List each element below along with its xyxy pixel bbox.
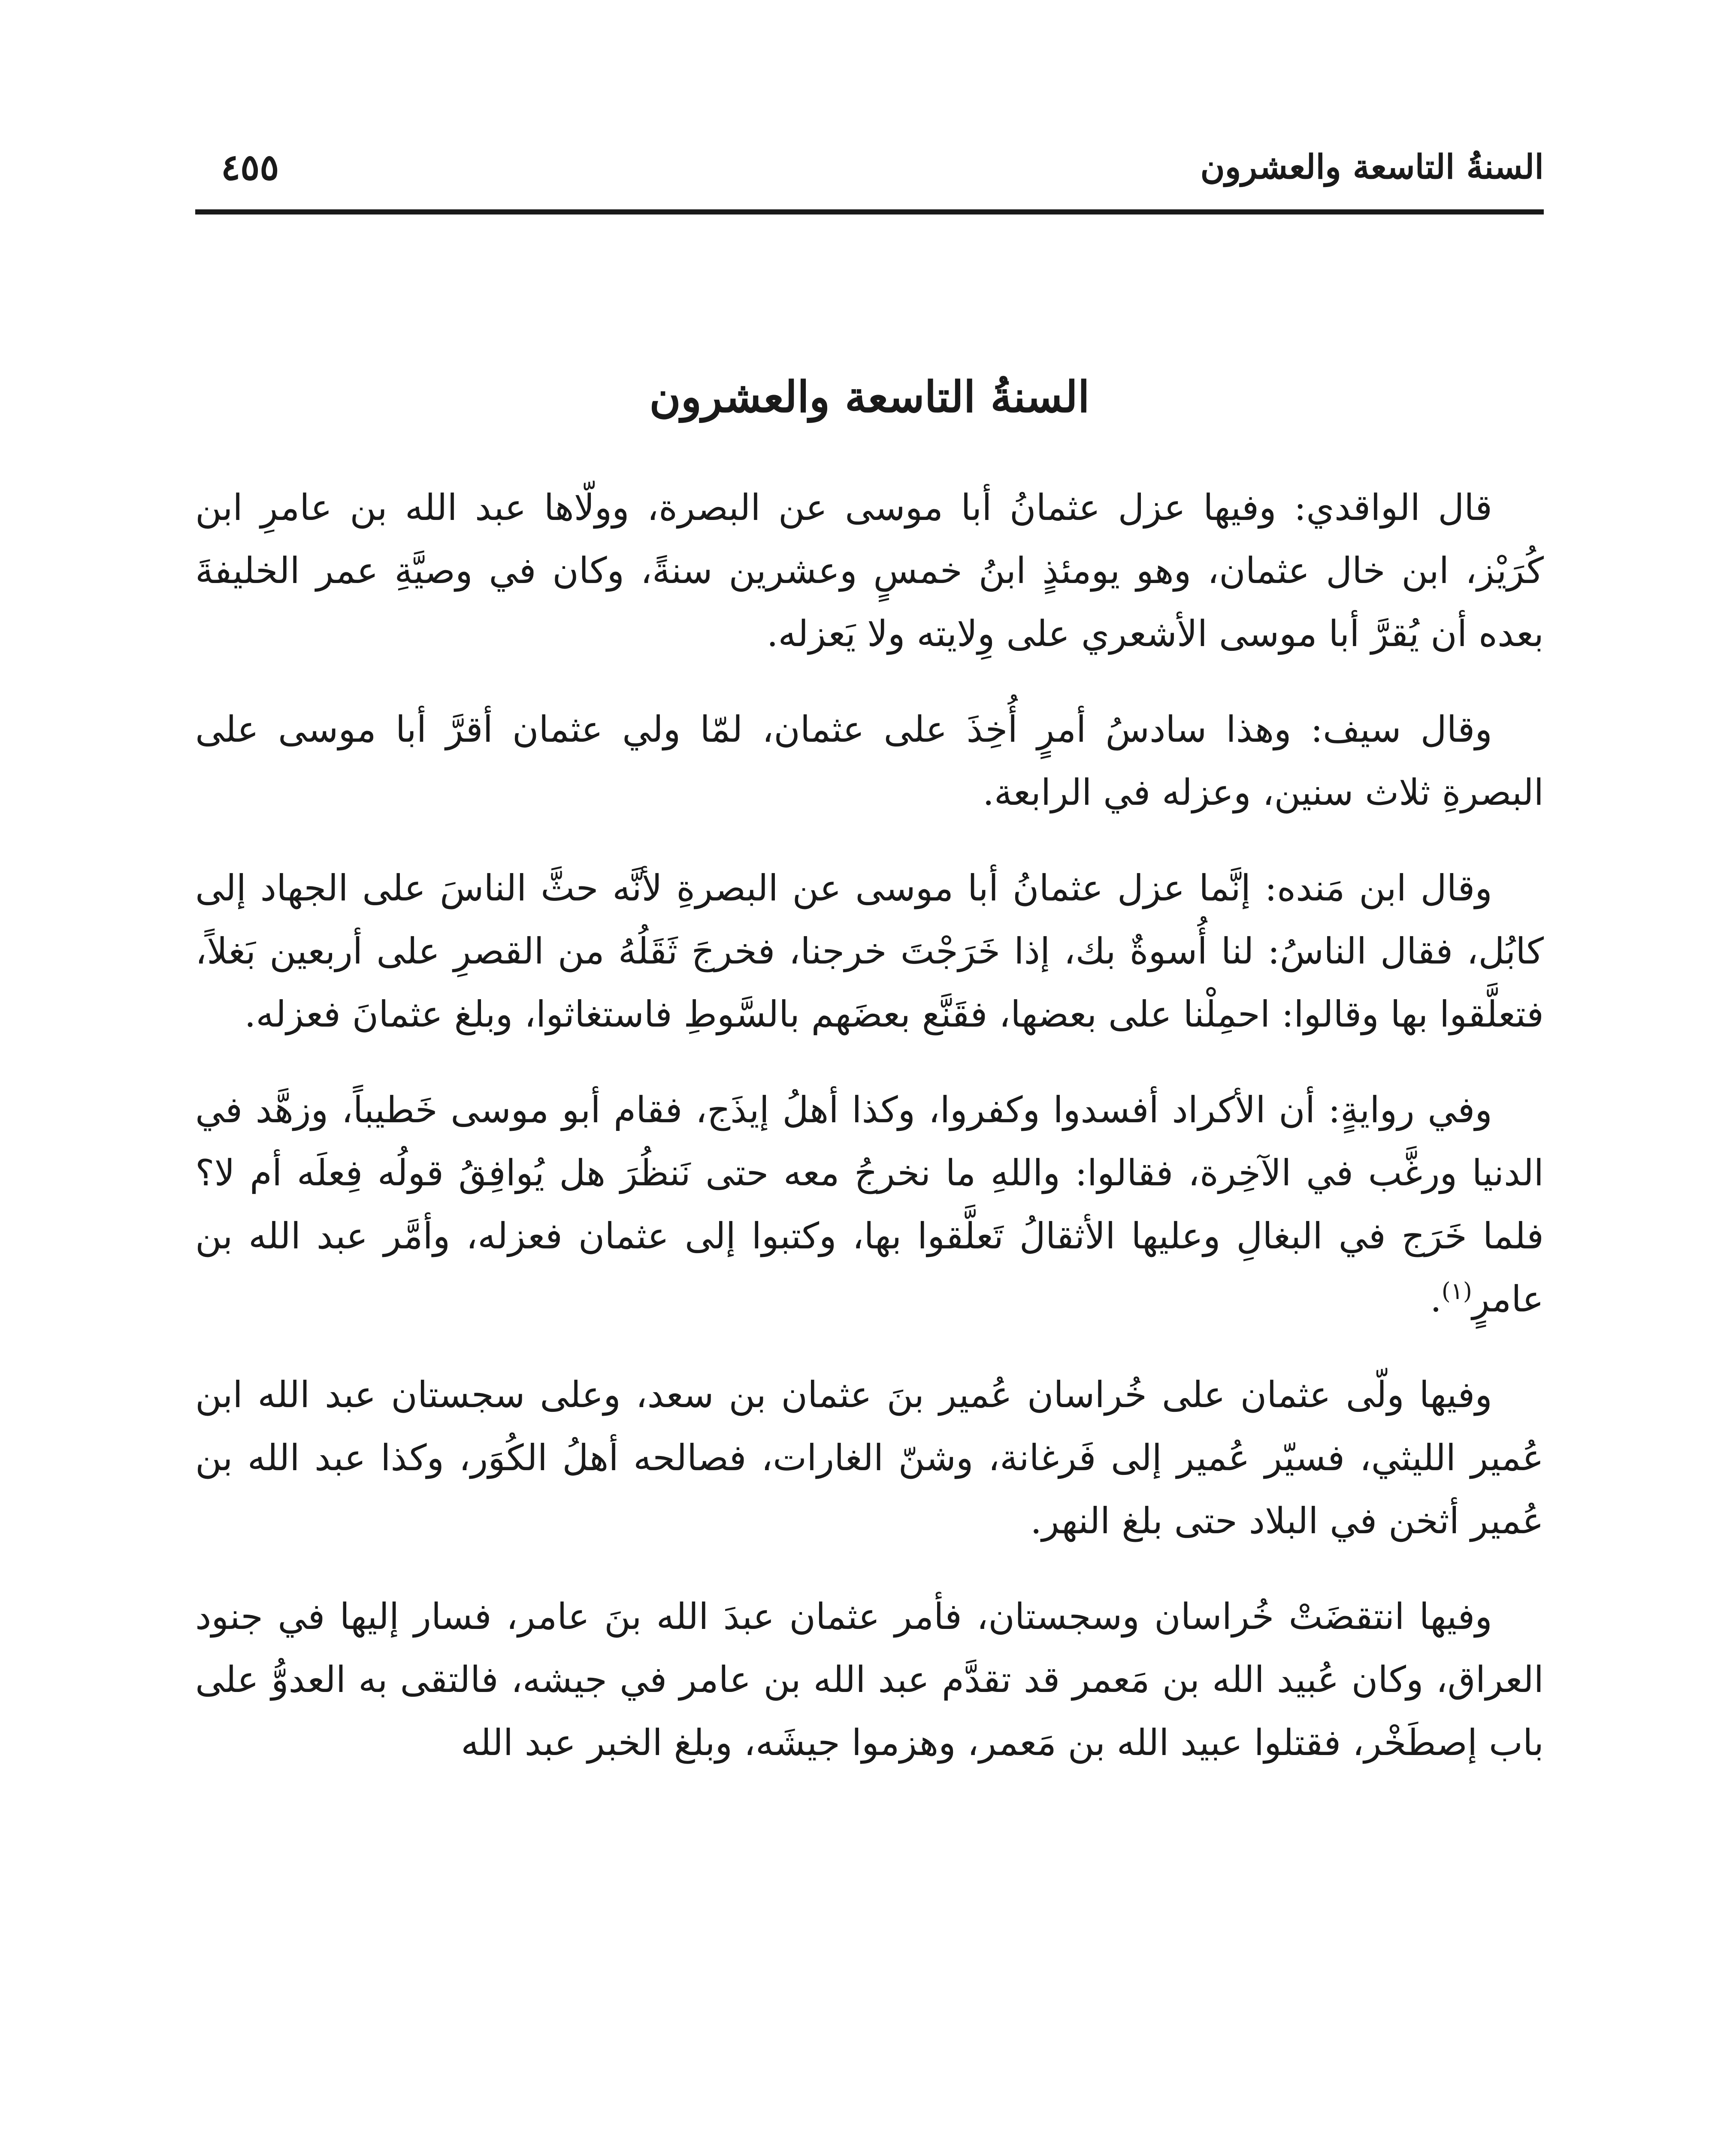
running-title: السنةُ التاسعة والعشرون — [1200, 148, 1544, 187]
paragraph-5: وفيها ولّى عثمان على خُراسان عُمير بنَ عثمان بن سعد، وعلى سجستان عبد الله ابن عُمير الليثي، فسيّر عُمير إلى فَرغانة، وشنّ الغارات، فصالحه أهلُ الكُوَر، وكذا عبد الله بن عُمير أثخن في البلاد حتى بلغ النهر. — [195, 1374, 1544, 1542]
paragraph-2: وقال سيف: وهذا سادسُ أمرٍ أُخِذَ على عثمان، لمّا ولي عثمان أقرَّ أبا موسى على البصرةِ ثلاث سنين، وعزله في الرابعة. — [195, 708, 1544, 813]
footnote-reference[interactable]: (١) — [1441, 1278, 1472, 1305]
running-header — [195, 129, 1544, 193]
paragraph-1: قال الواقدي: وفيها عزل عثمانُ أبا موسى عن البصرة، وولّاها عبد الله بن عامرِ ابن كُرَيْز، ابن خال عثمان، وهو يومئذٍ ابنُ خمسٍ وعشرين سنةً، وكان في وصيَّةِ عمر الخليفةَ بعده أن يُقرَّ أبا موسى الأشعري على وِلايته ولا يَعزله. — [195, 486, 1544, 655]
paragraph-6: وفيها انتقضَتْ خُراسان وسجستان، فأمر عثمان عبدَ الله بنَ عامر، فسار إليها في جنود العراق، وكان عُبيد الله بن مَعمر قد تقدَّم عبد الله بن عامر في جيشه، فالتقى به العدوُّ على باب إصطَخْر، فقتلوا عبيد الله بن مَعمر، وهزموا جيشَه، وبلغ الخبر عبد الله — [195, 1595, 1544, 1764]
paragraph-4-end: . — [1430, 1278, 1442, 1320]
chapter-title: السنةُ التاسعة والعشرون — [649, 372, 1090, 422]
paragraph-4 — [195, 1079, 1544, 1331]
header-rule — [195, 209, 1544, 214]
body-text — [195, 476, 1544, 1807]
paragraph-3: وقال ابن مَنده: إنَّما عزل عثمانُ أبا موسى عن البصرةِ لأنَّه حثَّ الناسَ على الجهاد إلى كابُل، فقال الناسُ: لنا أُسوةٌ بك، إذا خَرَجْتَ خرجنا، فخرجَ ثَقَلُهُ من القصرِ على أربعين بَغلاً، فتعلَّقوا بها وقالوا: احمِلْنا على بعضها، فقَنَّع بعضَهم بالسَّوطِ فاستغاثوا، وبلغ عثمانَ فعزله. — [195, 867, 1544, 1035]
paragraph-4-text: وفي روايةٍ: أن الأكراد أفسدوا وكفروا، وكذا أهلُ إيذَج، فقام أبو موسى خَطيباً، وزهَّد في الدنيا ورغَّب في الآخِرة، فقالوا: واللهِ ما نخرجُ معه حتى نَنظُرَ هل يُوافِقُ قولُه فِعلَه أم لا؟ فلما خَرَج في البغالِ وعليها الأثقالُ تَعلَّقوا بها، وكتبوا إلى عثمان فعزله، وأمَّر عبد الله بن عامرٍ — [195, 1089, 1544, 1320]
page-number: ٤٥٥ — [221, 146, 279, 188]
